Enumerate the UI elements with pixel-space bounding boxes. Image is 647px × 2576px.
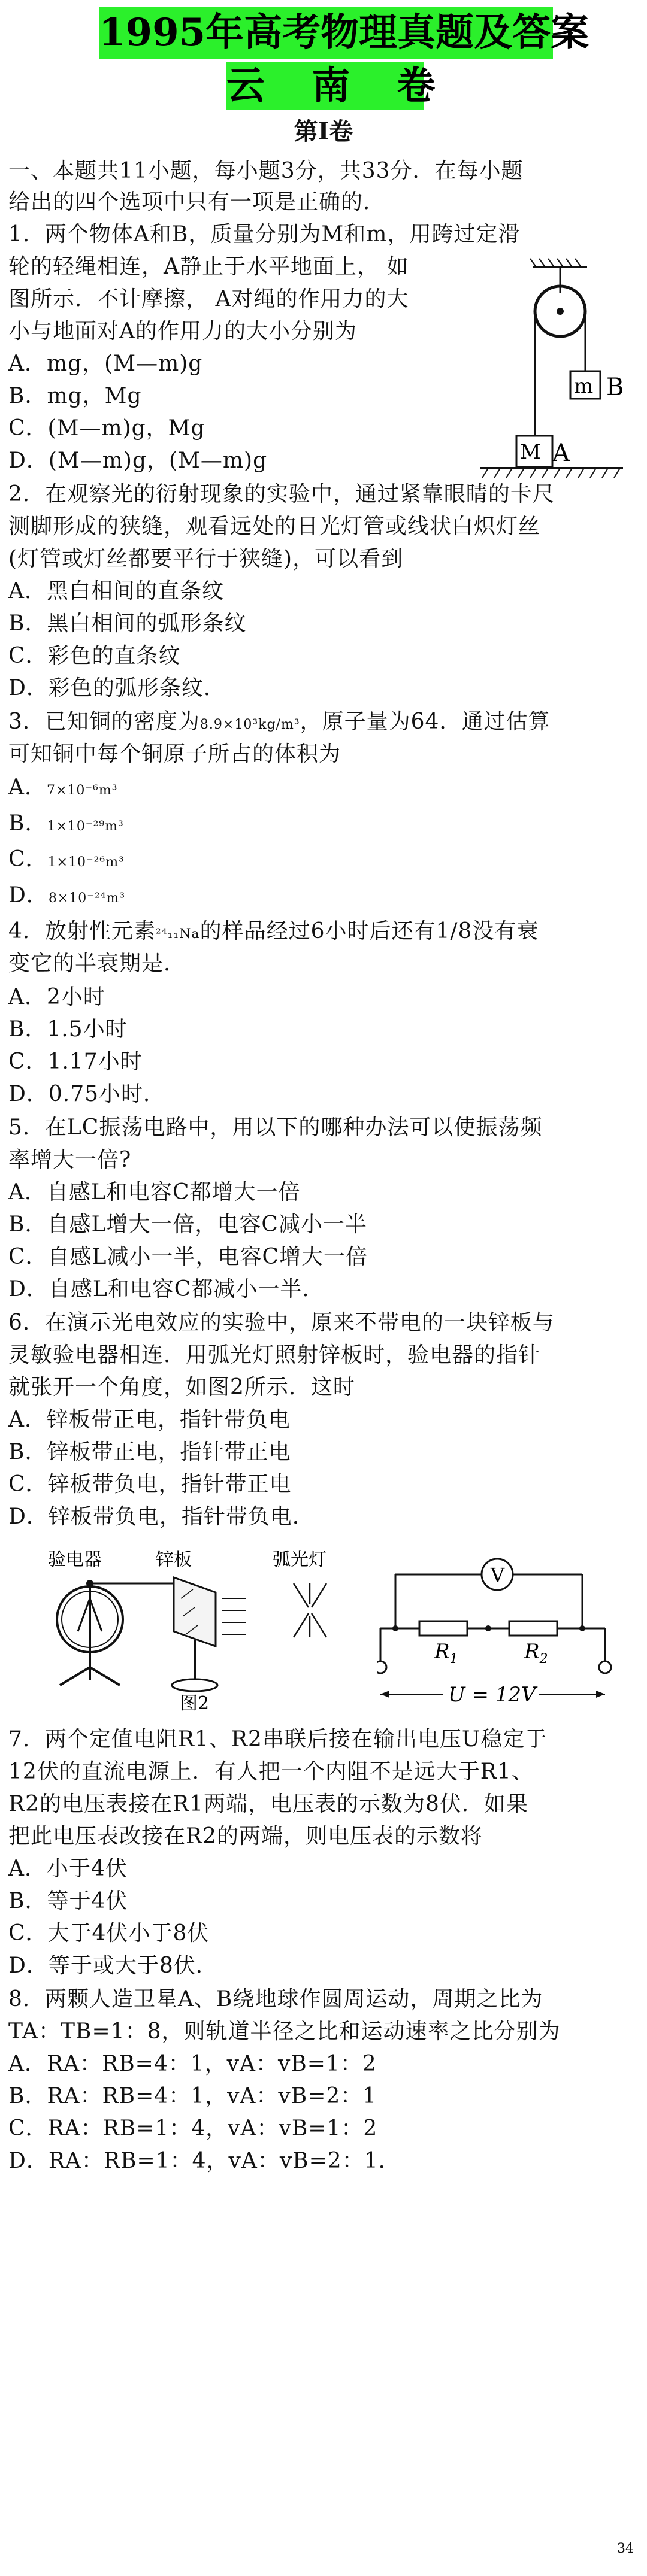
q4-option-d: D．0.75小时． [8, 1082, 166, 1106]
q7-option-b: B．等于4伏 [8, 1889, 128, 1913]
pulley-figure [473, 251, 635, 491]
q2-option-d: D．彩色的弧形条纹． [8, 676, 226, 700]
page-title: 1995年高考物理真题及答案 [99, 7, 553, 59]
sodium-nuclide: ²⁴₁₁Na [155, 927, 200, 942]
intro-line: 一、本题共11小题，每小题3分，共33分．在每小题 [8, 159, 524, 183]
copper-density: 8.9×10³kg/m³ [199, 717, 300, 732]
q2-option-b: B．黑白相间的弧形条纹 [8, 611, 247, 636]
electroscope-label: 验电器 [48, 1549, 102, 1570]
q4-option-a: A．2小时 [8, 985, 105, 1009]
q3-stem-line [8, 706, 550, 741]
arc-lamp-label: 弧光灯 [273, 1549, 326, 1570]
q3-option-b: B．1×10⁻²⁹m³ [8, 811, 124, 836]
voltage-label: U = 12V [448, 1683, 536, 1707]
mass-m-label: m [574, 374, 594, 398]
q6-stem-line: 灵敏验电器相连．用弧光灯照射锌板时，验电器的指针 [8, 1343, 541, 1367]
q8-stem-line: TA：TB=1：8，则轨道半径之比和运动速率之比分别为 [8, 2019, 561, 2044]
q3-option-a: A．7×10⁻⁶m³ [8, 775, 118, 800]
q7-stem-line: R2的电压表接在R1两端，电压表的示数为8伏．如果 [8, 1792, 528, 1816]
q1-stem-line: 图所示．不计摩擦， A对绳的作用力的大 [8, 287, 409, 311]
q2-stem-line: 测脚形成的狭缝，观看远处的日光灯管或线状白炽灯丝 [8, 514, 541, 539]
q7-option-d: D．等于或大于8伏． [8, 1953, 218, 1978]
q6-stem-line: 就张开一个角度，如图2所示．这时 [8, 1375, 355, 1400]
q7-option-c: C．大于4伏小于8伏 [8, 1921, 210, 1946]
region-title: 云 南 卷 [226, 62, 424, 110]
q4-stem-line: 4．放射性元素²⁴₁₁Na的样品经过6小时后还有1/8没有衰 [8, 919, 539, 943]
block-b-label: B [606, 374, 624, 401]
q3-option-d: D．8×10⁻²⁴m³ [8, 883, 126, 908]
q8-option-c: C．RA：RB=1：4，vA：vB=1：2 [8, 2116, 378, 2141]
q6-option-d: D．锌板带负电，指针带负电． [8, 1504, 315, 1529]
q2-stem-line: 2．在观察光的衍射现象的实验中，通过紧靠眼睛的卡尺 [8, 482, 555, 506]
figure2-caption: 图2 [180, 1693, 210, 1714]
q7-option-a: A．小于4伏 [8, 1856, 128, 1881]
q1-option-c: C．(M—m)g，Mg [8, 416, 205, 441]
q2-stem-line: (灯管或灯丝都要平行于狭缝)，可以看到 [8, 547, 404, 571]
photoelectric-figure [36, 1542, 371, 1715]
block-a-label: A [552, 439, 570, 467]
q3-stem-line: 可知铜中每个铜原子所占的体积为 [8, 742, 341, 766]
q6-option-b: B．锌板带正电，指针带正电 [8, 1440, 291, 1464]
q7-stem-line: 12伏的直流电源上．有人把一个内阻不是远大于R1、 [8, 1759, 534, 1784]
zinc-plate-label: 锌板 [156, 1549, 192, 1570]
q5-option-a: A．自感L和电容C都增大一倍 [8, 1180, 301, 1204]
q4-stem-line: 变它的半衰期是． [8, 951, 186, 976]
q1-stem-line: 小与地面对A的作用力的大小分别为 [8, 319, 357, 344]
r2-label: $R_2$ [524, 1640, 548, 1667]
q1-stem-line: 1．两个物体A和B，质量分别为M和m，用跨过定滑 [8, 222, 521, 247]
page-number: 34 [617, 2541, 634, 2556]
q6-option-c: C．锌板带负电，指针带正电 [8, 1472, 292, 1497]
q8-option-d: D．RA：RB=1：4，vA：vB=2：1． [8, 2149, 401, 2173]
q4-option-b: B．1.5小时 [8, 1017, 128, 1042]
q8-option-b: B．RA：RB=4：1，vA：vB=2：1 [8, 2084, 377, 2108]
q7-stem-line: 7．两个定值电阻R1、R2串联后接在输出电压U稳定于 [8, 1727, 548, 1752]
section-heading: 第Ⅰ卷 [294, 117, 353, 145]
q5-option-d: D．自感L和电容C都减小一半． [8, 1277, 325, 1301]
q8-stem-line: 8．两颗人造卫星A、B绕地球作圆周运动，周期之比为 [8, 1987, 543, 2011]
circuit-figure [377, 1551, 635, 1712]
q6-stem-line: 6．在演示光电效应的实验中，原来不带电的一块锌板与 [8, 1310, 555, 1335]
q3-stem-end: ，原子量为64．通过估算 [300, 709, 551, 734]
q4-option-c: C．1.17小时 [8, 1049, 143, 1074]
q8-option-a: A．RA：RB=4：1，vA：vB=1：2 [8, 2052, 377, 2076]
q2-option-c: C．彩色的直条纹 [8, 644, 181, 668]
q7-stem-line: 把此电压表改接在R2的两端，则电压表的示数将 [8, 1824, 483, 1849]
q1-option-a: A．mg，(M—m)g [8, 351, 203, 376]
r1-label: $R_1$ [434, 1640, 458, 1667]
q6-option-a: A．锌板带正电，指针带负电 [8, 1407, 291, 1432]
voltmeter-label: V [491, 1564, 505, 1586]
q5-option-b: B．自感L增大一倍，电容C减小一半 [8, 1212, 367, 1237]
q1-option-d: D．(M—m)g，(M—m)g [8, 448, 268, 473]
q1-option-b: B．mg，Mg [8, 384, 142, 408]
mass-M-label: M [520, 440, 541, 464]
q2-option-a: A．黑白相间的直条纹 [8, 579, 224, 603]
q5-option-c: C．自感L减小一半，电容C增大一倍 [8, 1245, 368, 1269]
q1-stem-line: 轮的轻绳相连，A静止于水平地面上， 如 [8, 254, 409, 279]
q5-stem-line: 率增大一倍? [8, 1148, 132, 1172]
q5-stem-line: 5．在LC振荡电路中，用以下的哪种办法可以使振荡频 [8, 1115, 543, 1140]
q3-option-c: C．1×10⁻²⁶m³ [8, 847, 125, 872]
intro-line: 给出的四个选项中只有一项是正确的． [8, 190, 386, 214]
q3-stem-start: 3．已知铜的密度为 [8, 709, 200, 734]
